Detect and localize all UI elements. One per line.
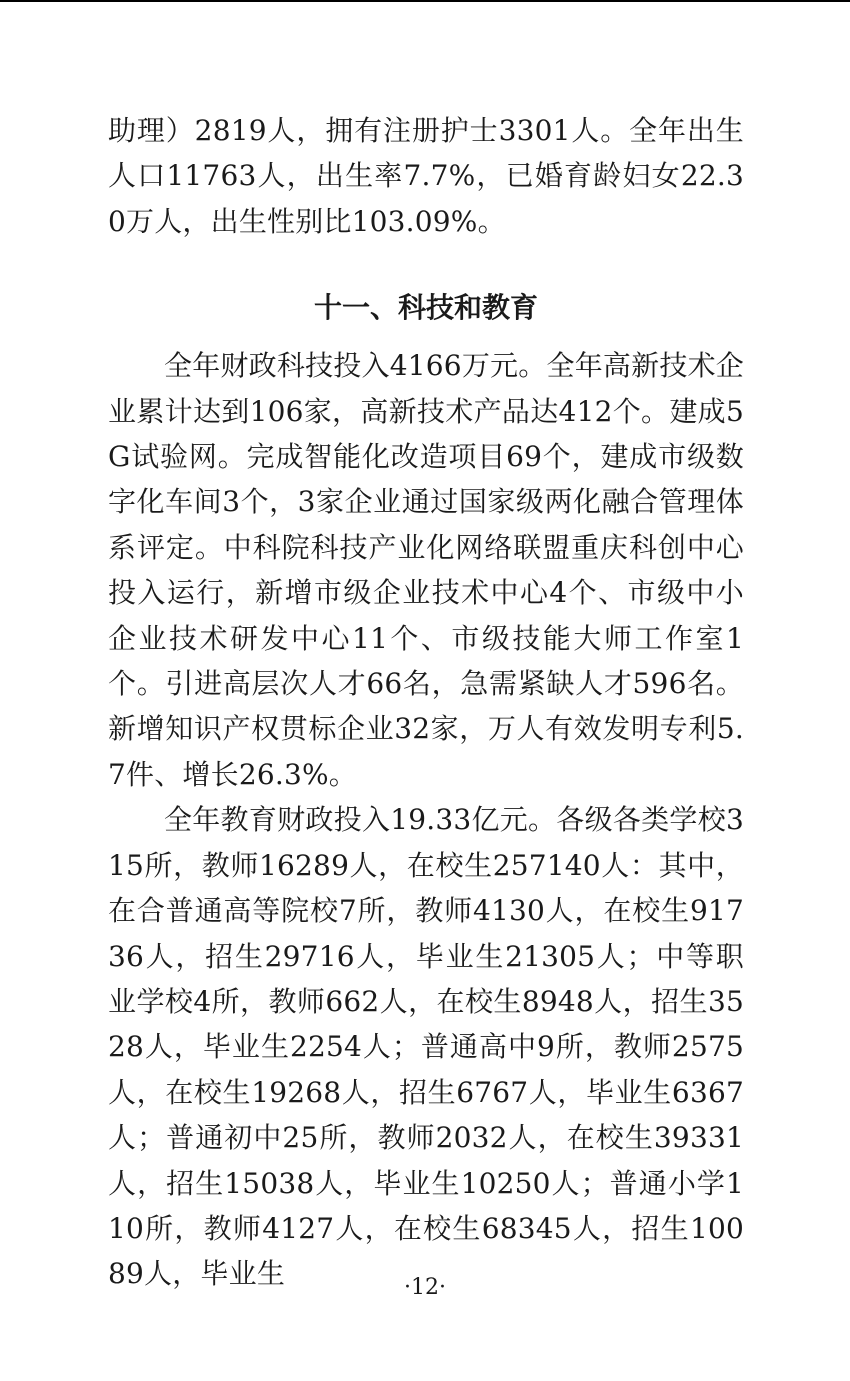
- page-number: ·12·: [404, 1275, 446, 1300]
- paragraph-science-technology: 全年财政科技投入4166万元。全年高新技术企业累计达到106家，高新技术产品达412个。建成5G试验网。完成智能化改造项目69个，建成市级数字化车间3个，3家企业通过国家级两化融合管理体系评定。中科院科技产业化网络联盟重庆科创中心投入运行，新增市级企业技术中心4个、市级中小企业技术研发中心11个、市级技能大师工作室1个。引进高层次人才66名，急需紧缺人才596名。新增知识产权贯标企业32家，万人有效发明专利5.7件、增长26.3%。: [108, 349, 744, 791]
- top-rule: [0, 0, 850, 2]
- page-body: [108, 108, 744, 1297]
- paragraph-education: 全年教育财政投入19.33亿元。各级各类学校315所，教师16289人，在校生257140人：其中，在合普通高等院校7所，教师4130人，在校生91736人，招生29716人，毕业生21305人；中等职业学校4所，教师662人，在校生8948人，招生3528人，毕业生2254人；普通高中9所，教师2575人，在校生19268人，招生6767人，毕业生6367人；普通初中25所，教师2032人，在校生39331人，招生15038人，毕业生10250人；普通小学110所，教师4127人，在校生68345人，招生10089人，毕业生: [108, 803, 744, 1291]
- continuation-paragraph: 助理）2819人，拥有注册护士3301人。全年出生人口11763人，出生率7.7%，已婚育龄妇女22.30万人，出生性别比103.09%。: [108, 114, 744, 238]
- section-heading: 十一、科技和教育: [313, 291, 538, 325]
